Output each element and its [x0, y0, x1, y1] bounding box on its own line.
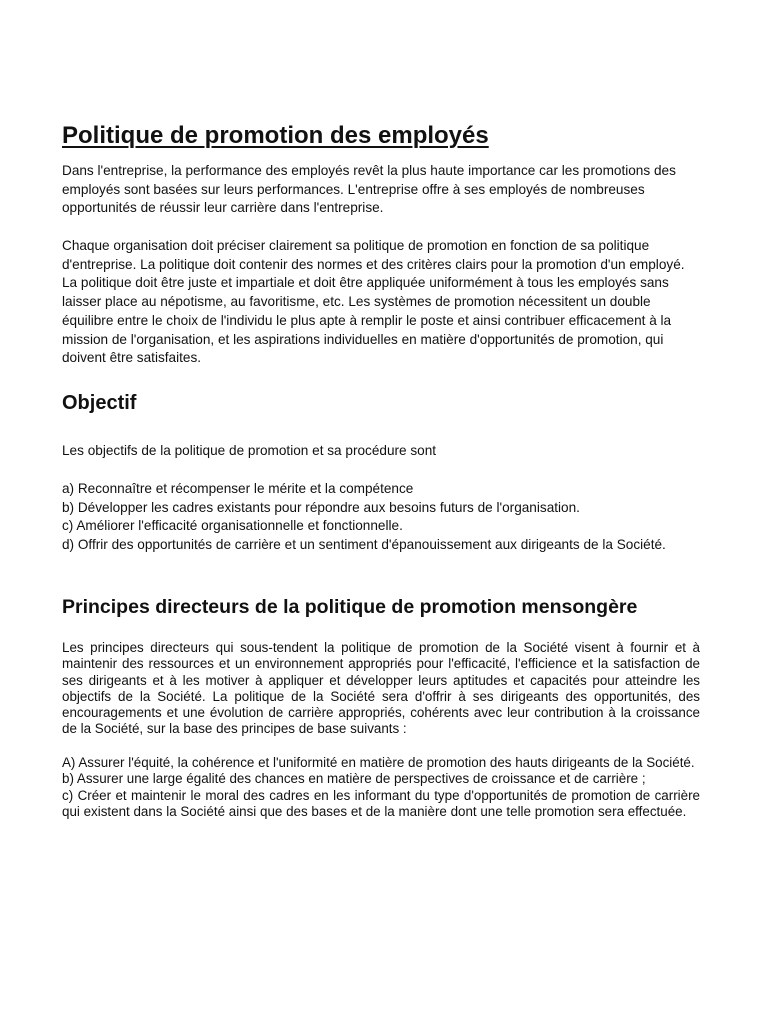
list-item: c) Créer et maintenir le moral des cadres en les informant du type d'opportunités de promotion de carrière qui existent dans la Société ainsi que des bases et de la manière dont une telle promotion sera effectuée. [62, 787, 700, 819]
document-title: Politique de promotion des employés [62, 122, 489, 149]
list-item: b) Assurer une large égalité des chances en matière de perspectives de croissance et de carrière ; [62, 771, 646, 787]
principes-heading: Principes directeurs de la politique de promotion mensongère [62, 596, 638, 618]
principes-list [62, 755, 700, 820]
principes-paragraph: Les principes directeurs qui sous-tendent la politique de promotion de la Société visent à fournir et à maintenir des ressources et un environnement appropriés pour l'efficacité, l'efficience et la satisfaction de ses dirigeants et à les motiver à appliquer et développer leurs aptitudes et capacités pour atteindre les objectifs de la Société. La politique de la Société sera d'offrir à ses dirigeants des opportunités, des encouragements et une évolution de carrière appropriés, cohérents avec leur contribution à la croissance de la Société, sur la base des principes de base suivants : [62, 640, 700, 737]
list-item: b) Développer les cadres existants pour répondre aux besoins futurs de l'organisation. [62, 499, 580, 515]
list-item: c) Améliorer l'efficacité organisationnelle et fonctionnelle. [62, 518, 403, 534]
objectif-list [62, 480, 722, 555]
intro-paragraph-1: Dans l'entreprise, la performance des employés revêt la plus haute importance car les promotions des employés sont basées sur leurs performances. L'entreprise offre à ses employés de nombreuses opportunités de réussir leur carrière dans l'entreprise. [62, 163, 676, 216]
list-item: A) Assurer l'équité, la cohérence et l'uniformité en matière de promotion des hauts dirigeants de la Société. [62, 755, 695, 770]
list-item: a) Reconnaître et récompenser le mérite et la compétence [62, 481, 414, 496]
intro-paragraph-2: Chaque organisation doit préciser clairement sa politique de promotion en fonction de sa politique d'entreprise. La politique doit contenir des normes et des critères clairs pour la promotion d'un employé. La politique doit être juste et impartiale et doit être appliquée uniformément à tous les employés sans laisser place au népotisme, au favoritisme, etc. Les systèmes de promotion nécessitent un double équilibre entre le choix de l'individu le plus apte à remplir le poste et ainsi contribuer efficacement à la mission de l'organisation, et les aspirations individuelles en matière d'opportunités de promotion, qui doivent être satisfaites. [62, 238, 685, 366]
objectif-lead: Les objectifs de la politique de promotion et sa procédure sont [62, 443, 437, 458]
objectif-heading: Objectif [62, 392, 137, 414]
list-item: d) Offrir des opportunités de carrière et un sentiment d'épanouissement aux dirigeants de la Société. [62, 537, 666, 553]
